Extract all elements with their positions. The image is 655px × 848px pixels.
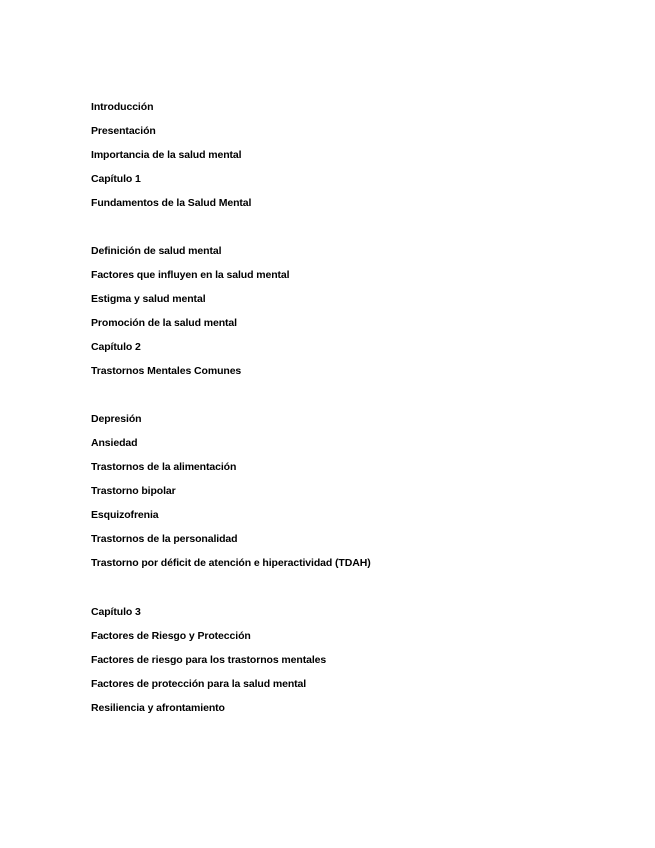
toc-entry-personalidad: Trastornos de la personalidad <box>91 533 238 545</box>
toc-entry-esquizofrenia: Esquizofrenia <box>91 509 159 521</box>
toc-entry-factores-proteccion: Factores de protección para la salud mental <box>91 678 307 690</box>
toc-entry-presentacion: Presentación <box>91 125 156 137</box>
toc-entry-factores-riesgo: Factores de riesgo para los trastornos mentales <box>91 654 327 666</box>
toc-entry-importancia: Importancia de la salud mental <box>91 149 242 161</box>
toc-entry-resiliencia: Resiliencia y afrontamiento <box>91 702 225 714</box>
chapter-2-heading: Capítulo 2 <box>91 341 141 353</box>
toc-entry-factores-influyen: Factores que influyen en la salud mental <box>91 269 290 281</box>
toc-entry-introduccion: Introducción <box>91 101 154 113</box>
toc-entry-tdah: Trastorno por déficit de atención e hiperactividad (TDAH) <box>91 557 371 569</box>
toc-entry-bipolar: Trastorno bipolar <box>91 485 176 497</box>
chapter-1-title: Fundamentos de la Salud Mental <box>91 197 252 209</box>
chapter-2-title: Trastornos Mentales Comunes <box>91 365 242 377</box>
chapter-3-title: Factores de Riesgo y Protección <box>91 630 251 642</box>
chapter-3-heading: Capítulo 3 <box>91 606 141 618</box>
toc-entry-definicion: Definición de salud mental <box>91 245 222 257</box>
toc-entry-ansiedad: Ansiedad <box>91 437 138 449</box>
toc-entry-depresion: Depresión <box>91 413 142 425</box>
toc-entry-promocion: Promoción de la salud mental <box>91 317 237 329</box>
toc-entry-alimentacion: Trastornos de la alimentación <box>91 461 237 473</box>
toc-entry-estigma: Estigma y salud mental <box>91 293 206 305</box>
chapter-1-heading: Capítulo 1 <box>91 173 141 185</box>
